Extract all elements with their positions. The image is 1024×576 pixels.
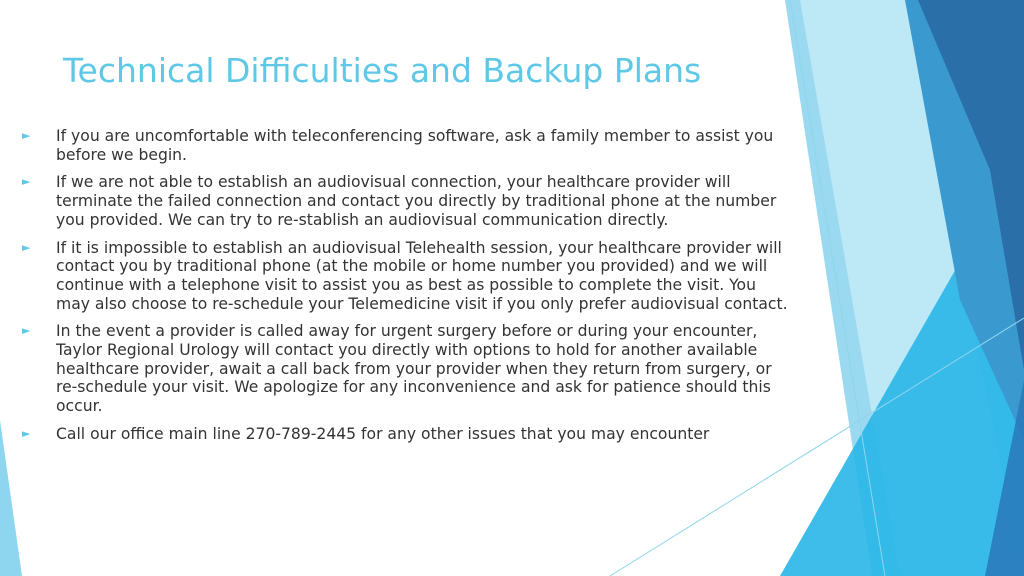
bullet-text: In the event a provider is called away for urgent surgery before or during your encounter, Taylor Regional Urology will contact you directly with options to hold for another available healthcare provider, await a call back from your provider when they return from surgery, or re-schedule your visit. We apologize for any inconvenience and ask for patience should this occur. (56, 322, 772, 416)
bullet-text: If you are uncomfortable with teleconferencing software, ask a family member to assist you before we begin. (56, 127, 774, 164)
triangle-bullet-icon: ► (22, 240, 31, 254)
triangle-bullet-icon: ► (22, 324, 31, 338)
bullet-item (22, 173, 792, 229)
bullet-item (22, 425, 792, 444)
triangle-bullet-icon: ► (22, 129, 31, 142)
triangle-bullet-icon: ► (22, 426, 31, 440)
triangle-bullet-icon: ► (22, 175, 31, 189)
bullet-text: Call our office main line 270-789-2445 for any other issues that you may encounter (56, 424, 710, 443)
slide-title: Technical Difficulties and Backup Plans (63, 51, 702, 90)
bullet-text: If it is impossible to establish an audiovisual Telehealth session, your healthcare provider will contact you by traditional phone (at the mobile or home number you provided) and we will continue with a telephone visit to assist you as best as possible to complete the visit. You may also choose to re-schedule your Telemedicine visit if you only prefer audiovisual contact. (56, 238, 788, 313)
bullet-item (22, 322, 792, 416)
bullet-text: If we are not able to establish an audiovisual connection, your healthcare provider will terminate the failed connection and contact you directly by traditional phone at the number you provided. We can try to re-stablish an audiovisual communication directly. (56, 173, 777, 229)
left-edge-shape (0, 420, 22, 576)
bullet-list (22, 127, 792, 453)
bullet-item (22, 239, 792, 314)
bullet-item (22, 127, 792, 164)
